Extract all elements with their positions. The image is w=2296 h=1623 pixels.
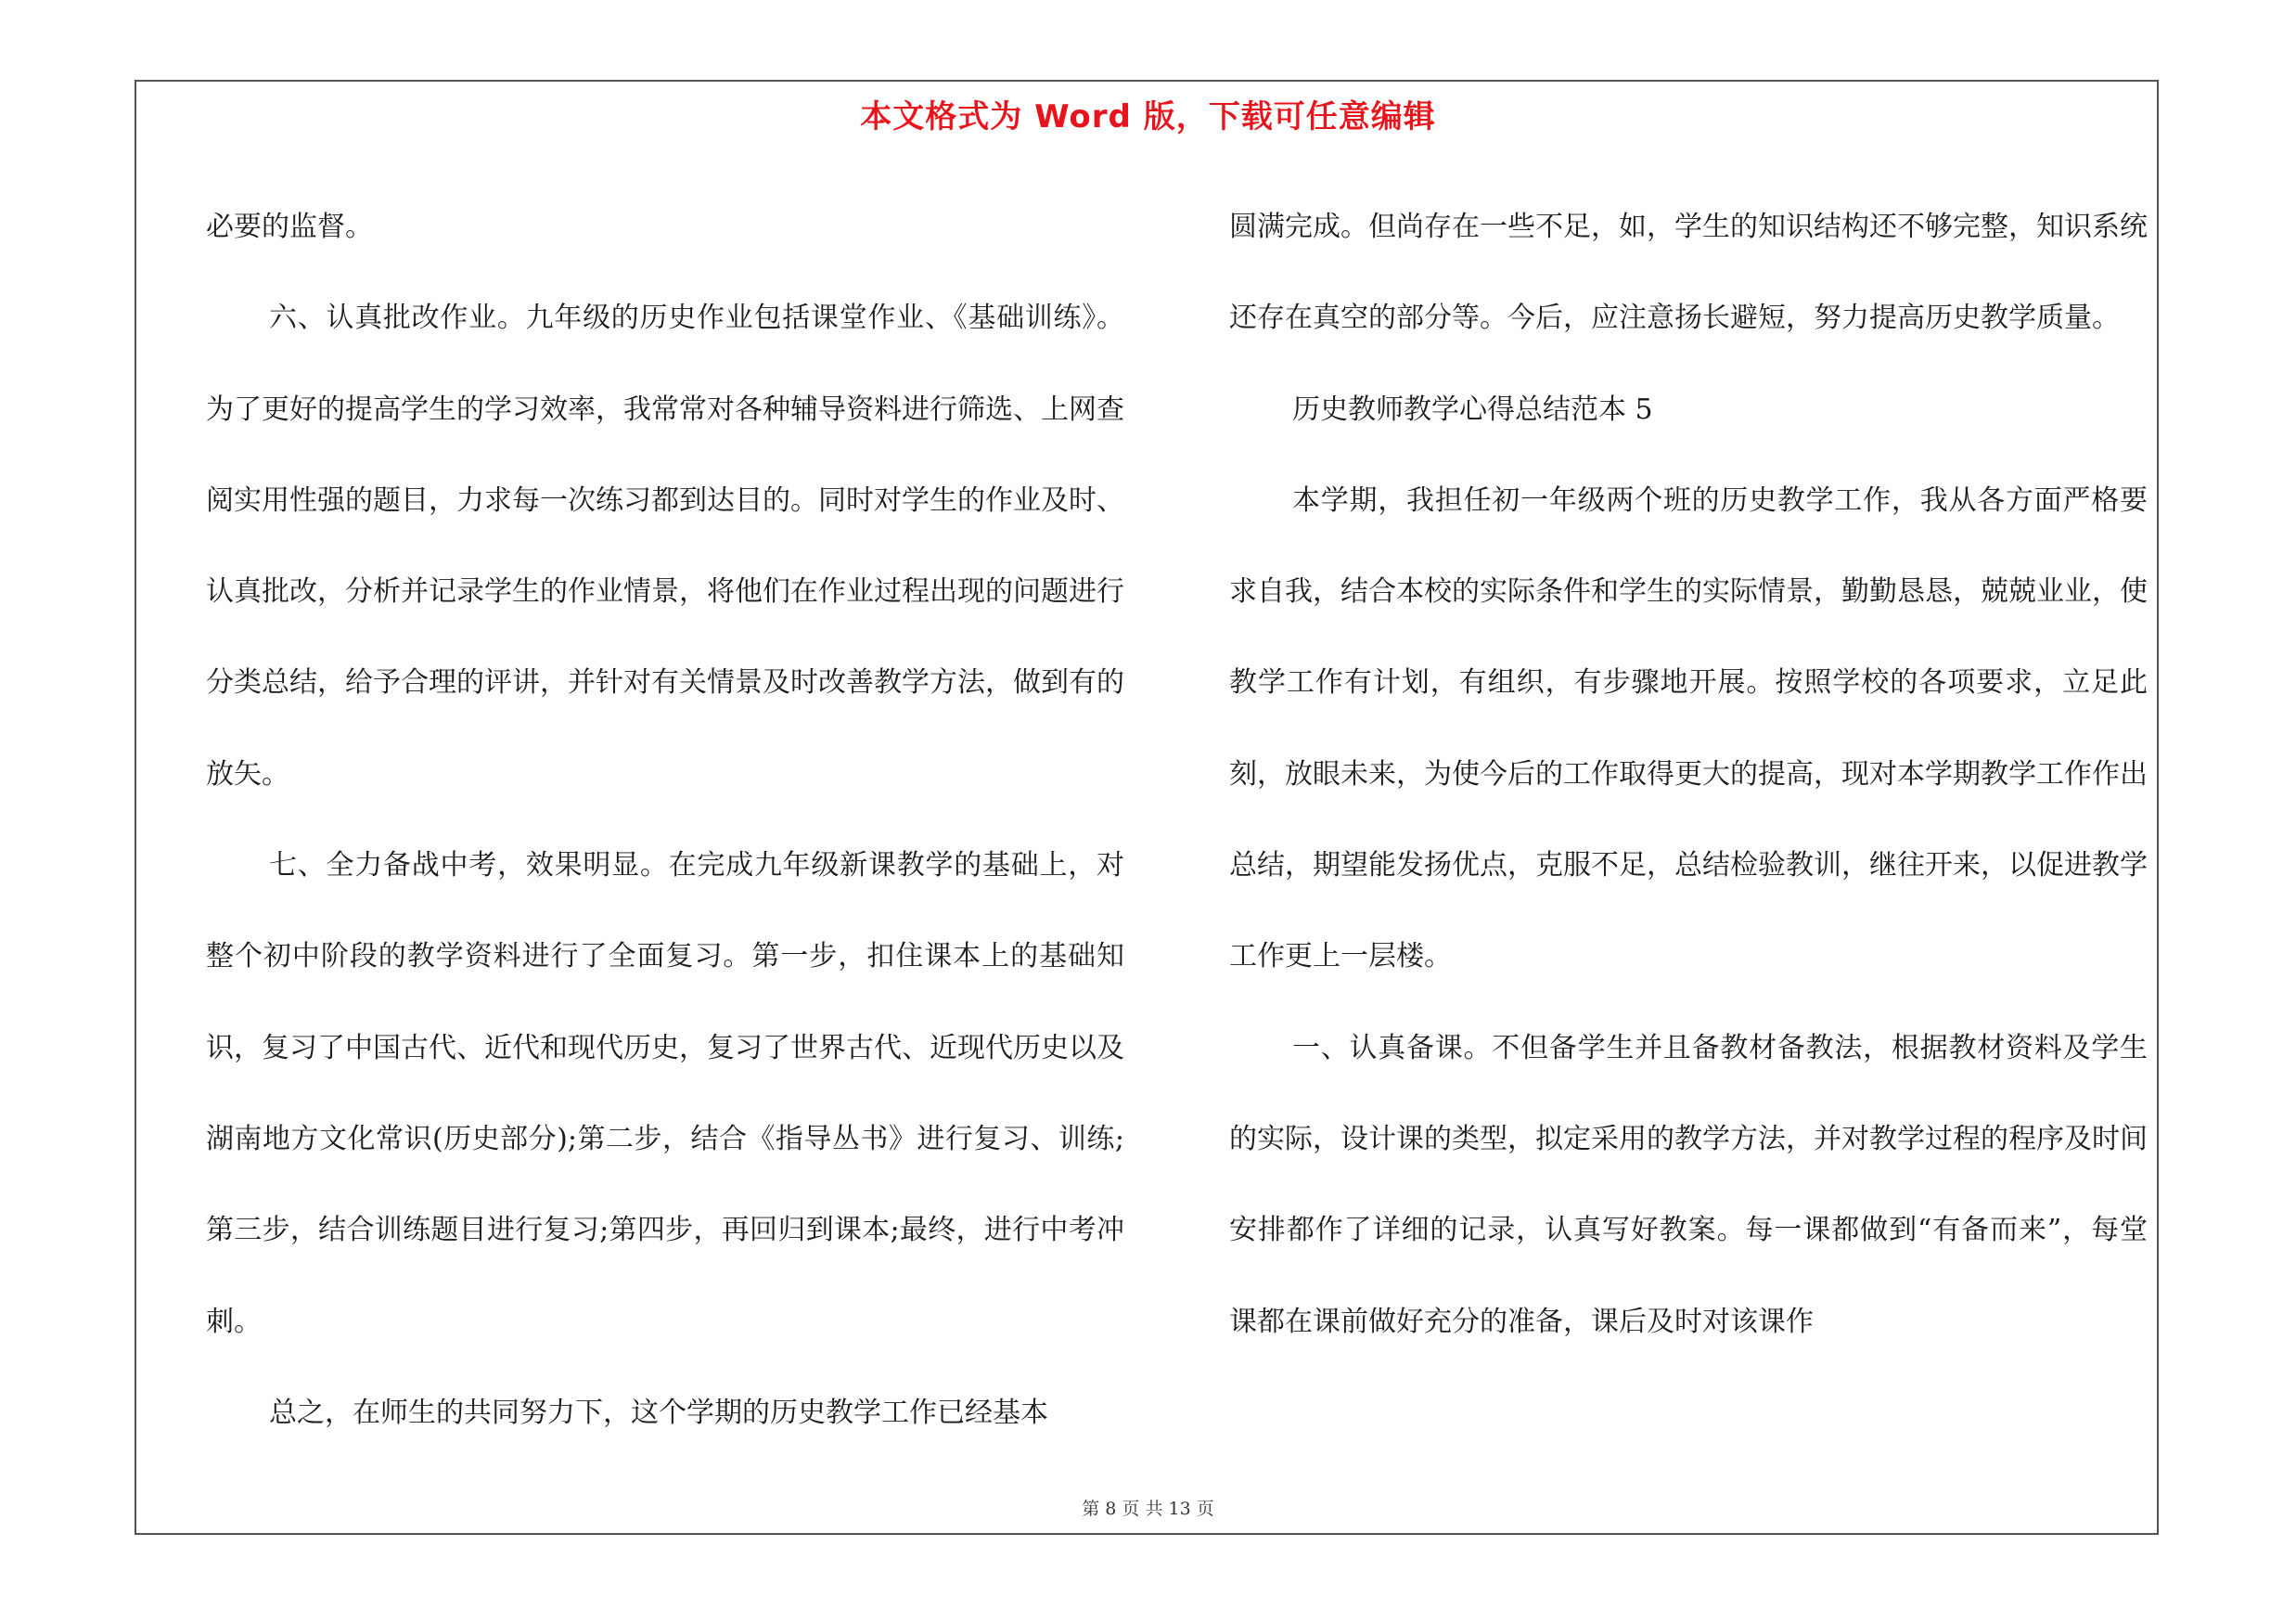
paragraph: 七、全力备战中考，效果明显。在完成九年级新课教学的基础上，对整个初中阶段的教学资料进行了全面复习。第一步，扣住课本上的基础知识，复习了中国古代、近代和现代历史，复习了世界古代、近现代历史以及湖南地方文化常识(历史部分);第二步，结合《指导丛书》进行复习、训练;第三步，结合训练题目进行复习;第四步，再回归到课本;最终，进行中考冲刺。	[206, 849, 1124, 1338]
left-column	[206, 182, 1124, 1459]
paragraph: 六、认真批改作业。九年级的历史作业包括课堂作业、《基础训练》。为了更好的提高学生的学习效率，我常常对各种辅导资料进行筛选、上网查阅实用性强的题目，力求每一次练习都到达目的。同时对学生的作业及时、认真批改，分析并记录学生的作业情景，将他们在作业过程出现的问题进行分类总结，给予合理的评讲，并针对有关情景及时改善教学方法，做到有的放矢。	[206, 302, 1124, 791]
paragraph: 本学期，我担任初一年级两个班的历史教学工作，我从各方面严格要求自我，结合本校的实际条件和学生的实际情景，勤勤恳恳，兢兢业业，使教学工作有计划，有组织，有步骤地开展。按照学校的各项要求，立足此刻，放眼未来，为使今后的工作取得更大的提高，现对本学期教学工作作出总结，期望能发扬优点，克服不足，总结检验教训，继往开来，以促进教学工作更上一层楼。	[1229, 483, 2148, 973]
paragraph: 圆满完成。但尚存在一些不足，如，学生的知识结构还不够完整，知识系统还存在真空的部分等。今后，应注意扬长避短，努力提高历史教学质量。	[1229, 211, 2148, 335]
paragraph: 一、认真备课。不但备学生并且备教材备教法，根据教材资料及学生的实际，设计课的类型，拟定采用的教学方法，并对教学过程的程序及时间安排都作了详细的记录，认真写好教案。每一课都做到“有备而来”，每堂课都在课前做好充分的准备，课后及时对该课作	[1229, 1031, 2148, 1338]
right-column	[1229, 182, 2148, 1368]
paragraph: 必要的监督。	[206, 211, 373, 243]
paragraph: 总之，在师生的共同努力下，这个学期的历史教学工作已经基本	[269, 1396, 1048, 1429]
header-banner: 本文格式为 Word 版，下载可任意编辑	[860, 98, 1436, 135]
section-heading: 历史教师教学心得总结范本 5	[1292, 393, 1653, 426]
page-number: 第 8 页 共 13 页	[1082, 1499, 1214, 1519]
